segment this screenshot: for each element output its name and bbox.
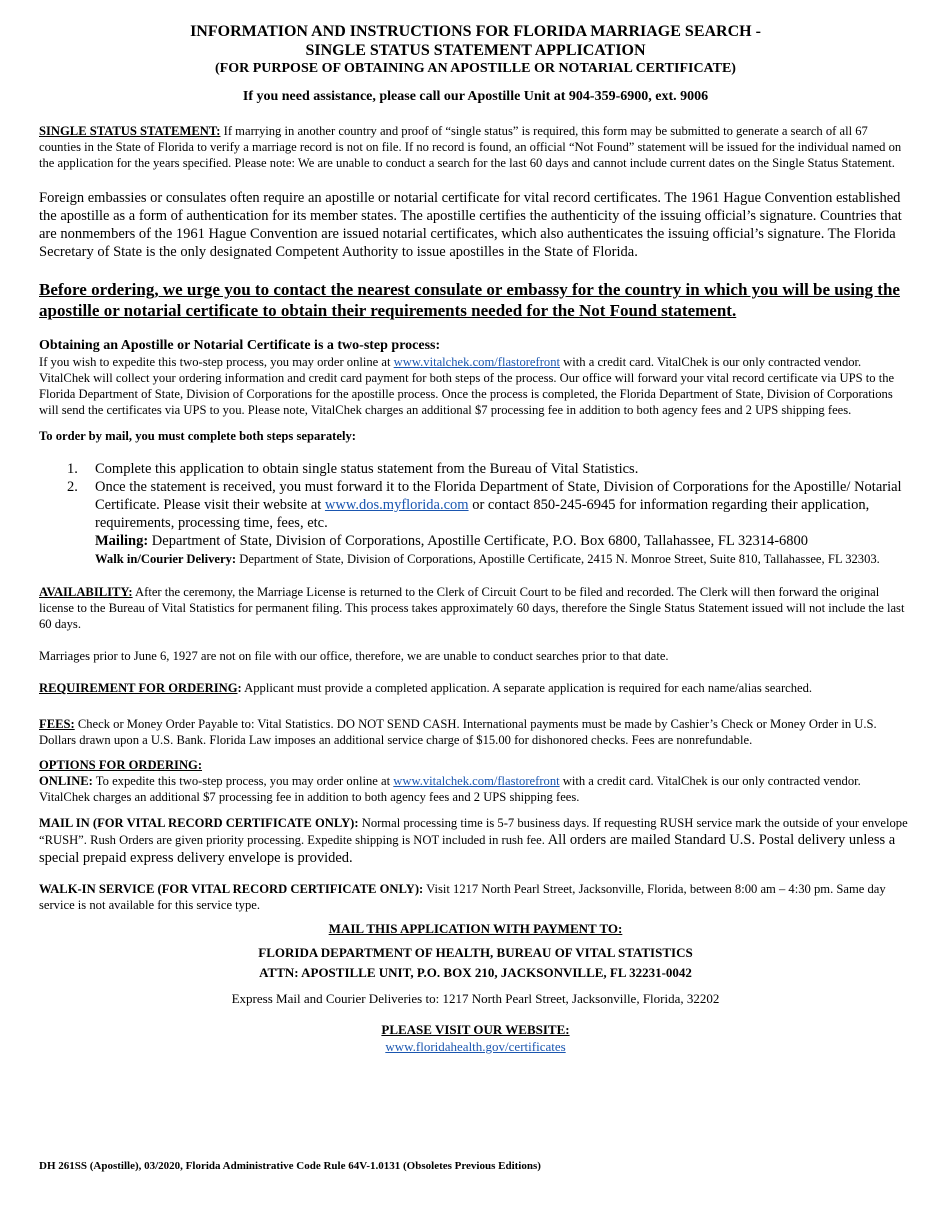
website-link[interactable]: www.floridahealth.gov/certificates (385, 1039, 566, 1054)
requirement-colon: : (237, 681, 242, 695)
mail-steps-list (39, 460, 912, 568)
two-step-heading: Obtaining an Apostille or Notarial Certificate is a two-step process: (39, 338, 441, 353)
title-line-2: SINGLE STATUS STATEMENT APPLICATION (305, 42, 646, 59)
step-number: 2. (67, 479, 78, 495)
dos-link[interactable]: www.dos.myflorida.com (324, 497, 469, 513)
two-step-text-after: with a credit card. VitalChek is our only contracted vendor. VitalChek will collect your ordering information and credit card payment for both steps of the process. Our office will forward your vital record certificate via UPS to the Florida Department of State, Division of Corporations for the apostille process. Once the process is completed, the Florida Department of State, Division of Corporations will send the certificates via UPS to you. Please note, VitalChek charges an additional $7 processing fee in addition to both agency fees and 2 UPS shipping fees. (39, 355, 895, 417)
mail-in-text-large: All orders are mailed Standard U.S. Postal delivery unless a special prepaid express delivery envelope is provided. (39, 832, 896, 866)
form-footer: DH 261SS (Apostille), 03/2020, Florida Administrative Code Rule 64V-1.0131 (Obsoletes Previous Editions) (39, 1160, 541, 1172)
mailing-address: Department of State, Division of Corporations, Apostille Certificate, P.O. Box 6800, Tallahassee, FL 32314-6800 (148, 533, 809, 549)
express-line: Express Mail and Courier Deliveries to: 1217 North Pearl Street, Jacksonville, Florida, 32202 (231, 991, 720, 1006)
vitalchek-link[interactable]: www.vitalchek.com/flastorefront (393, 355, 561, 369)
fees-heading: FEES: (39, 717, 75, 731)
list-item (39, 478, 912, 568)
list-item (39, 460, 912, 478)
requirement-paragraph (39, 680, 912, 696)
requirement-heading: REQUIREMENT FOR ORDERING (39, 681, 238, 695)
availability-text: After the ceremony, the Marriage License is returned to the Clerk of Circuit Court to be filed and recorded. The Clerk will then forward the original license to the Bureau of Vital Statistics for permanent filing. This process takes approximately 60 days, therefore the Single Status Statement issued will not include the last 60 days. (39, 585, 905, 631)
walkin-block (95, 552, 880, 566)
mailing-label: Mailing: (95, 533, 149, 549)
vitalchek-link-online[interactable]: www.vitalchek.com/flastorefront (393, 774, 560, 788)
urge-notice: Before ordering, we urge you to contact the nearest consulate or embassy for the country in which you will be using the apostille or notarial certificate to obtain their requirements needed for the Not Found statement. (39, 280, 900, 320)
title-line-1: INFORMATION AND INSTRUCTIONS FOR FLORIDA MARRIAGE SEARCH - (190, 23, 761, 40)
options-heading: OPTIONS FOR ORDERING: (39, 758, 203, 772)
single-status-paragraph (39, 123, 912, 171)
step-number: 1. (67, 461, 78, 477)
online-paragraph (39, 773, 912, 805)
mail-in-text: Normal processing time is 5-7 business days. If requesting RUSH service mark the outside of your envelope “RUSH”. Rush Orders are given priority processing. Expedite shipping is NOT included in rush fee. (39, 816, 908, 847)
mail-to-heading: MAIL THIS APPLICATION WITH PAYMENT TO: (328, 921, 623, 936)
two-step-paragraph (39, 354, 912, 418)
step-text-after: or contact 850-245-6945 for information regarding their application, requirements, processing time, fees, etc. (95, 497, 870, 531)
two-step-text-before: If you wish to expedite this two-step process, you may order online at (39, 355, 394, 369)
availability-heading: AVAILABILITY: (39, 585, 133, 599)
walkin-address: Department of State, Division of Corporations, Apostille Certificate, 2415 N. Monroe Street, Suite 810, Tallahassee, FL 32303. (236, 552, 880, 566)
requirement-text: Applicant must provide a completed application. A separate application is required for each name/alias searched. (241, 681, 813, 695)
fees-paragraph (39, 716, 912, 748)
marriages-prior-paragraph: Marriages prior to June 6, 1927 are not on file with our office, therefore, we are unable to conduct searches prior to that date. (39, 649, 669, 663)
document-header (39, 22, 912, 106)
single-status-text: If marrying in another country and proof of “single status” is required, this form may be submitted to generate a search of all 67 counties in the State of Florida to verify a marriage record is not on file. If no record is found, an official “Not Found” statement will be issued for the individual named on the application for the years specified. Please note: We are unable to conduct a search for the last 60 days and cannot include current dates on the Single Status Statement. (39, 124, 902, 170)
mail-to-line-1: FLORIDA DEPARTMENT OF HEALTH, BUREAU OF VITAL STATISTICS (258, 945, 693, 960)
walk-in-paragraph (39, 881, 912, 913)
online-text-after: with a credit card. VitalChek is our only contracted vendor. VitalChek charges an additional $7 processing fee in addition to both agency fees and 2 UPS shipping fees. (39, 774, 861, 804)
mail-in-paragraph (39, 815, 912, 867)
mail-order-heading: To order by mail, you must complete both steps separately: (39, 429, 356, 443)
website-heading: PLEASE VISIT OUR WEBSITE: (381, 1022, 570, 1037)
mail-to-block (39, 919, 912, 1055)
step-text-before: Once the statement is received, you must forward it to the Florida Department of State, Division of Corporations for the Apostille/ Notarial Certificate. Please visit their website at (95, 479, 902, 513)
assistance-line: If you need assistance, please call our Apostille Unit at 904-359-6900, ext. 9006 (242, 89, 709, 104)
walk-in-text: Visit 1217 North Pearl Street, Jacksonville, Florida, between 8:00 am – 4:30 pm. Same day service is not available for this service type. (39, 882, 886, 912)
online-label: ONLINE: (39, 774, 93, 788)
online-text-before: To expedite this two-step process, you may order online at (92, 774, 394, 788)
embassies-paragraph: Foreign embassies or consulates often require an apostille or notarial certificate for vital record certificates. The 1961 Hague Convention established the apostille as a form of authentication for its member states. The apostille certifies the authenticity of the issuing official’s signature. Countries that are nonmembers of the 1961 Hague Convention are issued notarial certificates, which also authenticates the issuing official’s signature. The Florida Secretary of State is the only designated Competent Authority to issue apostilles in the State of Florida. (39, 190, 902, 260)
mail-to-line-2: ATTN: APOSTILLE UNIT, P.O. BOX 210, JACKSONVILLE, FL 32231-0042 (259, 965, 692, 980)
subtitle: (FOR PURPOSE OF OBTAINING AN APOSTILLE OR NOTARIAL CERTIFICATE) (215, 61, 736, 76)
walk-in-label: WALK-IN SERVICE (FOR VITAL RECORD CERTIFICATE ONLY): (39, 882, 424, 896)
availability-paragraph (39, 584, 912, 632)
walkin-label: Walk in/Courier Delivery: (95, 552, 237, 566)
step-text: Complete this application to obtain single status statement from the Bureau of Vital Statistics. (95, 461, 639, 477)
mail-in-label: MAIL IN (FOR VITAL RECORD CERTIFICATE ONLY): (39, 816, 359, 830)
single-status-heading: SINGLE STATUS STATEMENT: (39, 124, 221, 138)
fees-text: Check or Money Order Payable to: Vital Statistics. DO NOT SEND CASH. International payments must be made by Cashier’s Check or Money Order in U.S. Dollars drawn upon a U.S. Bank. Florida Law imposes an additional service charge of $15.00 for dishonored checks. Fees are nonrefundable. (39, 717, 877, 747)
